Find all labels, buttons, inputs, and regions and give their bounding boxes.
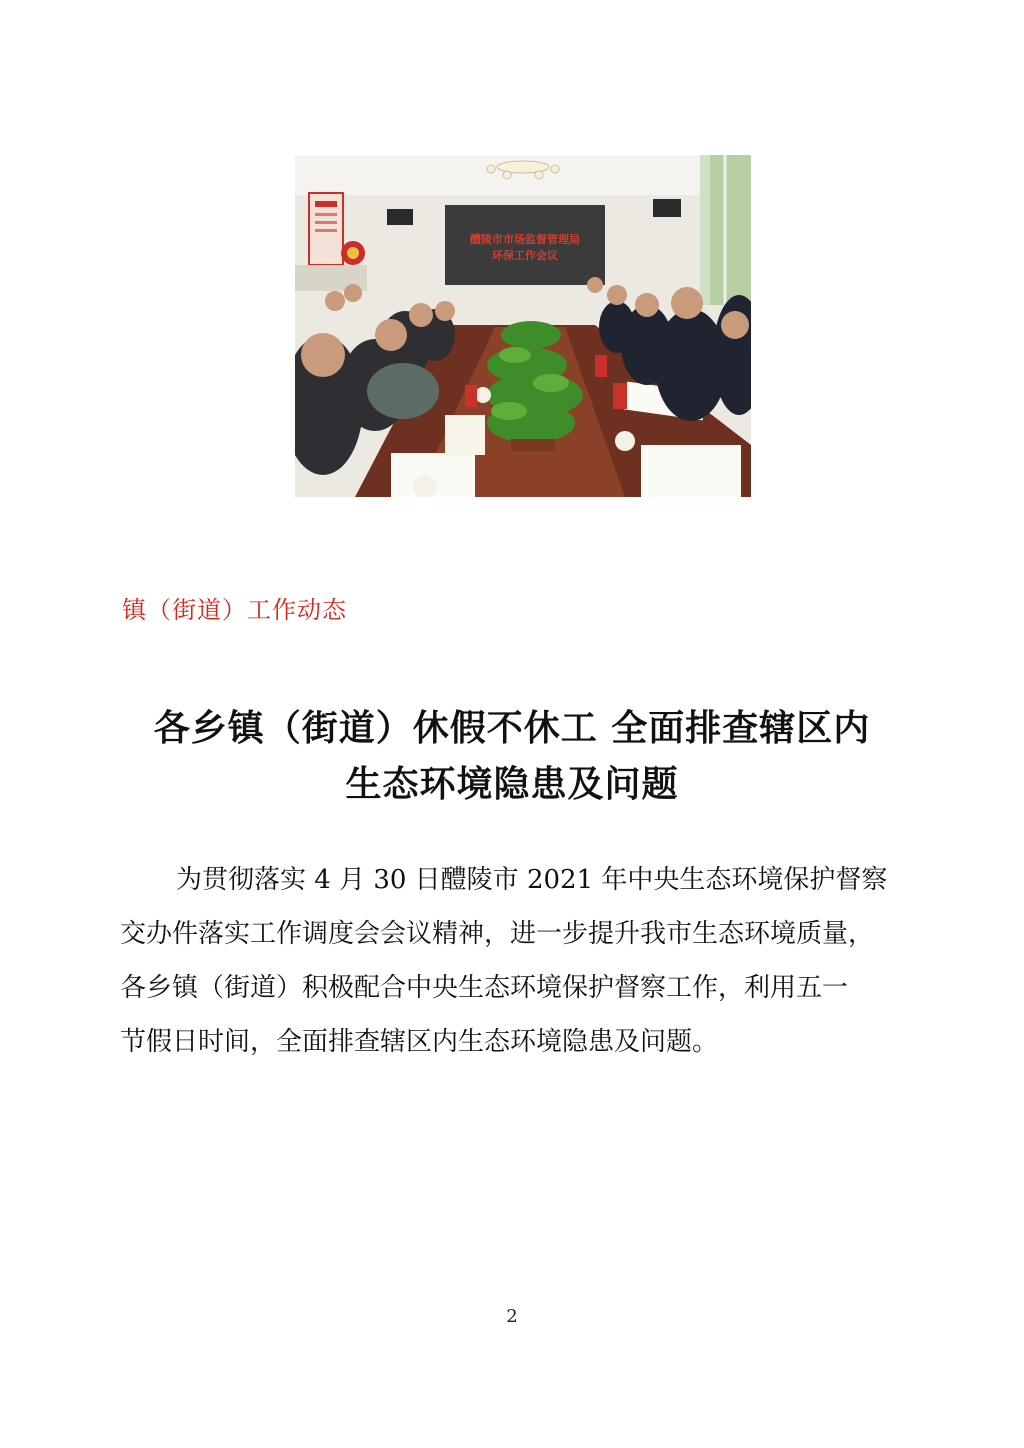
section-tag: 镇（街道）工作动态	[122, 596, 347, 624]
body-line: 各乡镇（街道）积极配合中央生态环境保护督察工作，利用五一	[120, 973, 849, 1003]
screen-subtitle: 环保工作会议	[492, 249, 558, 262]
headline	[100, 700, 924, 812]
headline-line-1: 各乡镇（街道）休假不休工 全面排查辖区内	[153, 707, 871, 749]
meeting-photo	[295, 155, 751, 497]
screen-title: 醴陵市市场监督管理局	[470, 233, 580, 246]
page-number: 2	[506, 1306, 518, 1327]
body-line: 为贯彻落实 4 月 30 日醴陵市 2021 年中央生态环境保护督察	[176, 865, 888, 895]
body-line: 交办件落实工作调度会会议精神，进一步提升我市生态环境质量，	[120, 919, 875, 949]
body-paragraph	[120, 853, 910, 1069]
body-line: 节假日时间，全面排查辖区内生态环境隐患及问题。	[120, 1027, 719, 1057]
headline-line-2: 生态环境隐患及问题	[345, 763, 679, 805]
